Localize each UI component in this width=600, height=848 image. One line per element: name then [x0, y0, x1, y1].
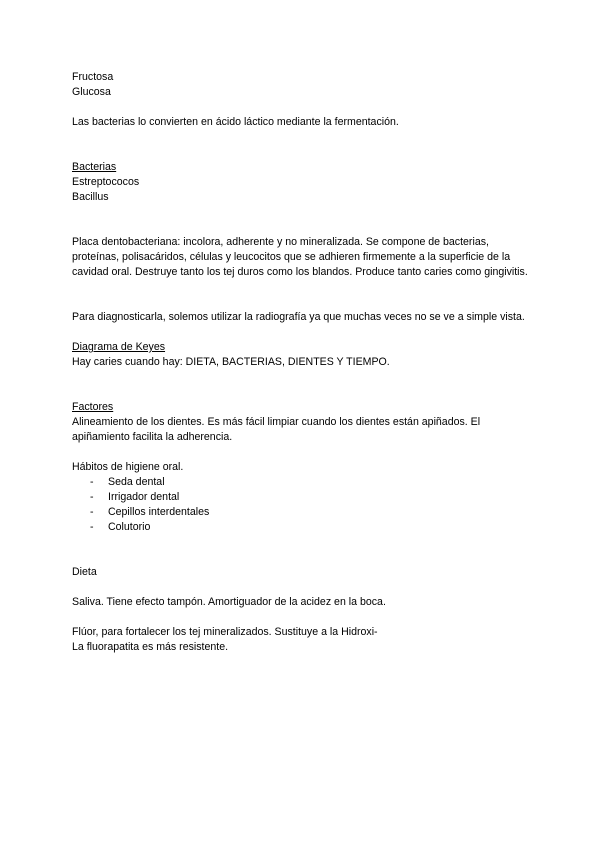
list-item-text: Seda dental — [108, 476, 165, 488]
diagnosis-paragraph: Para diagnosticarla, solemos utilizar la radiografía ya que muchas veces no se ve a simple vista. — [72, 311, 525, 323]
sugar-glucosa: Glucosa — [72, 86, 111, 98]
bullet-dash: - — [90, 521, 94, 533]
fluorapatita-line: La fluorapatita es más resistente. — [72, 641, 229, 653]
bullet-dash: - — [90, 506, 94, 518]
bullet-dash: - — [90, 476, 94, 488]
keyes-heading: Diagrama de Keyes — [72, 341, 166, 353]
fermentation-paragraph: Las bacterias lo convierten en ácido láctico mediante la fermentación. — [72, 116, 399, 128]
list-item — [72, 505, 532, 520]
saliva-paragraph: Saliva. Tiene efecto tampón. Amortiguador de la acidez en la boca. — [72, 596, 386, 608]
hygiene-title: Hábitos de higiene oral. — [72, 461, 184, 473]
sugar-fructosa: Fructosa — [72, 71, 114, 83]
diet-line: Dieta — [72, 566, 97, 578]
plaque-paragraph: Placa dentobacteriana: incolora, adherente y no mineralizada. Se compone de bacterias, proteínas, polisacáridos, células y leucocitos que se adhieren firmemente a la superficie de la cavidad oral. Destruye tanto los tej duros como los blandos. Produce tanto caries como gingivitis. — [72, 236, 528, 278]
bacteria-item: Bacillus — [72, 191, 109, 203]
list-item-text: Colutorio — [108, 521, 151, 533]
alignment-paragraph: Alineamiento de los dientes. Es más fácil limpiar cuando los dientes están apiñados. El apiñamiento facilita la adherencia. — [72, 416, 481, 443]
list-item — [72, 475, 532, 490]
list-item-text: Irrigador dental — [108, 491, 180, 503]
document-page — [72, 70, 532, 655]
list-item-text: Cepillos interdentales — [108, 506, 210, 518]
hygiene-list — [72, 475, 532, 535]
factors-heading: Factores — [72, 401, 114, 413]
list-item — [72, 490, 532, 505]
keyes-text: Hay caries cuando hay: DIETA, BACTERIAS, DIENTES Y TIEMPO. — [72, 356, 390, 368]
list-item — [72, 520, 532, 535]
fluor-line: Flúor, para fortalecer los tej mineralizados. Sustituye a la Hidroxi- — [72, 626, 378, 638]
bacteria-item: Estreptococos — [72, 176, 140, 188]
bacteria-heading: Bacterias — [72, 161, 117, 173]
bullet-dash: - — [90, 491, 94, 503]
